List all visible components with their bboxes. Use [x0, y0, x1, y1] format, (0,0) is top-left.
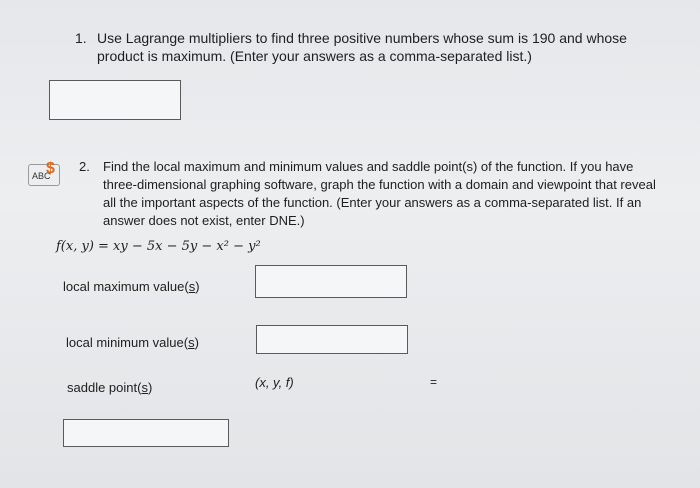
abc-badge-label: ABC — [32, 171, 51, 181]
question-1-number: 1. — [75, 30, 87, 46]
saddle-point-label: saddle point(s) — [67, 380, 153, 395]
function-expression: f(x, y) = xy − 5x − 5y − x² − y² — [56, 239, 261, 254]
abc-spellcheck-icon[interactable] — [28, 160, 60, 186]
saddle-point-input[interactable] — [63, 419, 229, 447]
question-2-number: 2. — [79, 159, 90, 174]
q1-answer-input[interactable] — [49, 80, 181, 120]
local-max-label: local maximum value(s) — [63, 279, 200, 294]
local-max-input[interactable] — [255, 265, 407, 298]
equals-sign: = — [430, 375, 438, 389]
local-min-label: local minimum value(s) — [66, 335, 199, 350]
abc-mark-icon: $ — [46, 160, 55, 177]
question-1-text: Use Lagrange multipliers to find three positive numbers whose sum is 190 and whose product is maximum. (Enter your answers as a comma-separated list.) — [97, 30, 627, 64]
local-min-input[interactable] — [256, 325, 408, 354]
saddle-tuple-label: (x, y, f) — [255, 375, 294, 390]
question-2-text: Find the local maximum and minimum values and saddle point(s) of the function. If you have three-dimensional graphing software, graph the function with a domain and viewpoint that reveal all the important aspects of the function. (Enter your answers as a comma-separated list. If an answer does not exist, enter DNE.) — [103, 159, 656, 228]
